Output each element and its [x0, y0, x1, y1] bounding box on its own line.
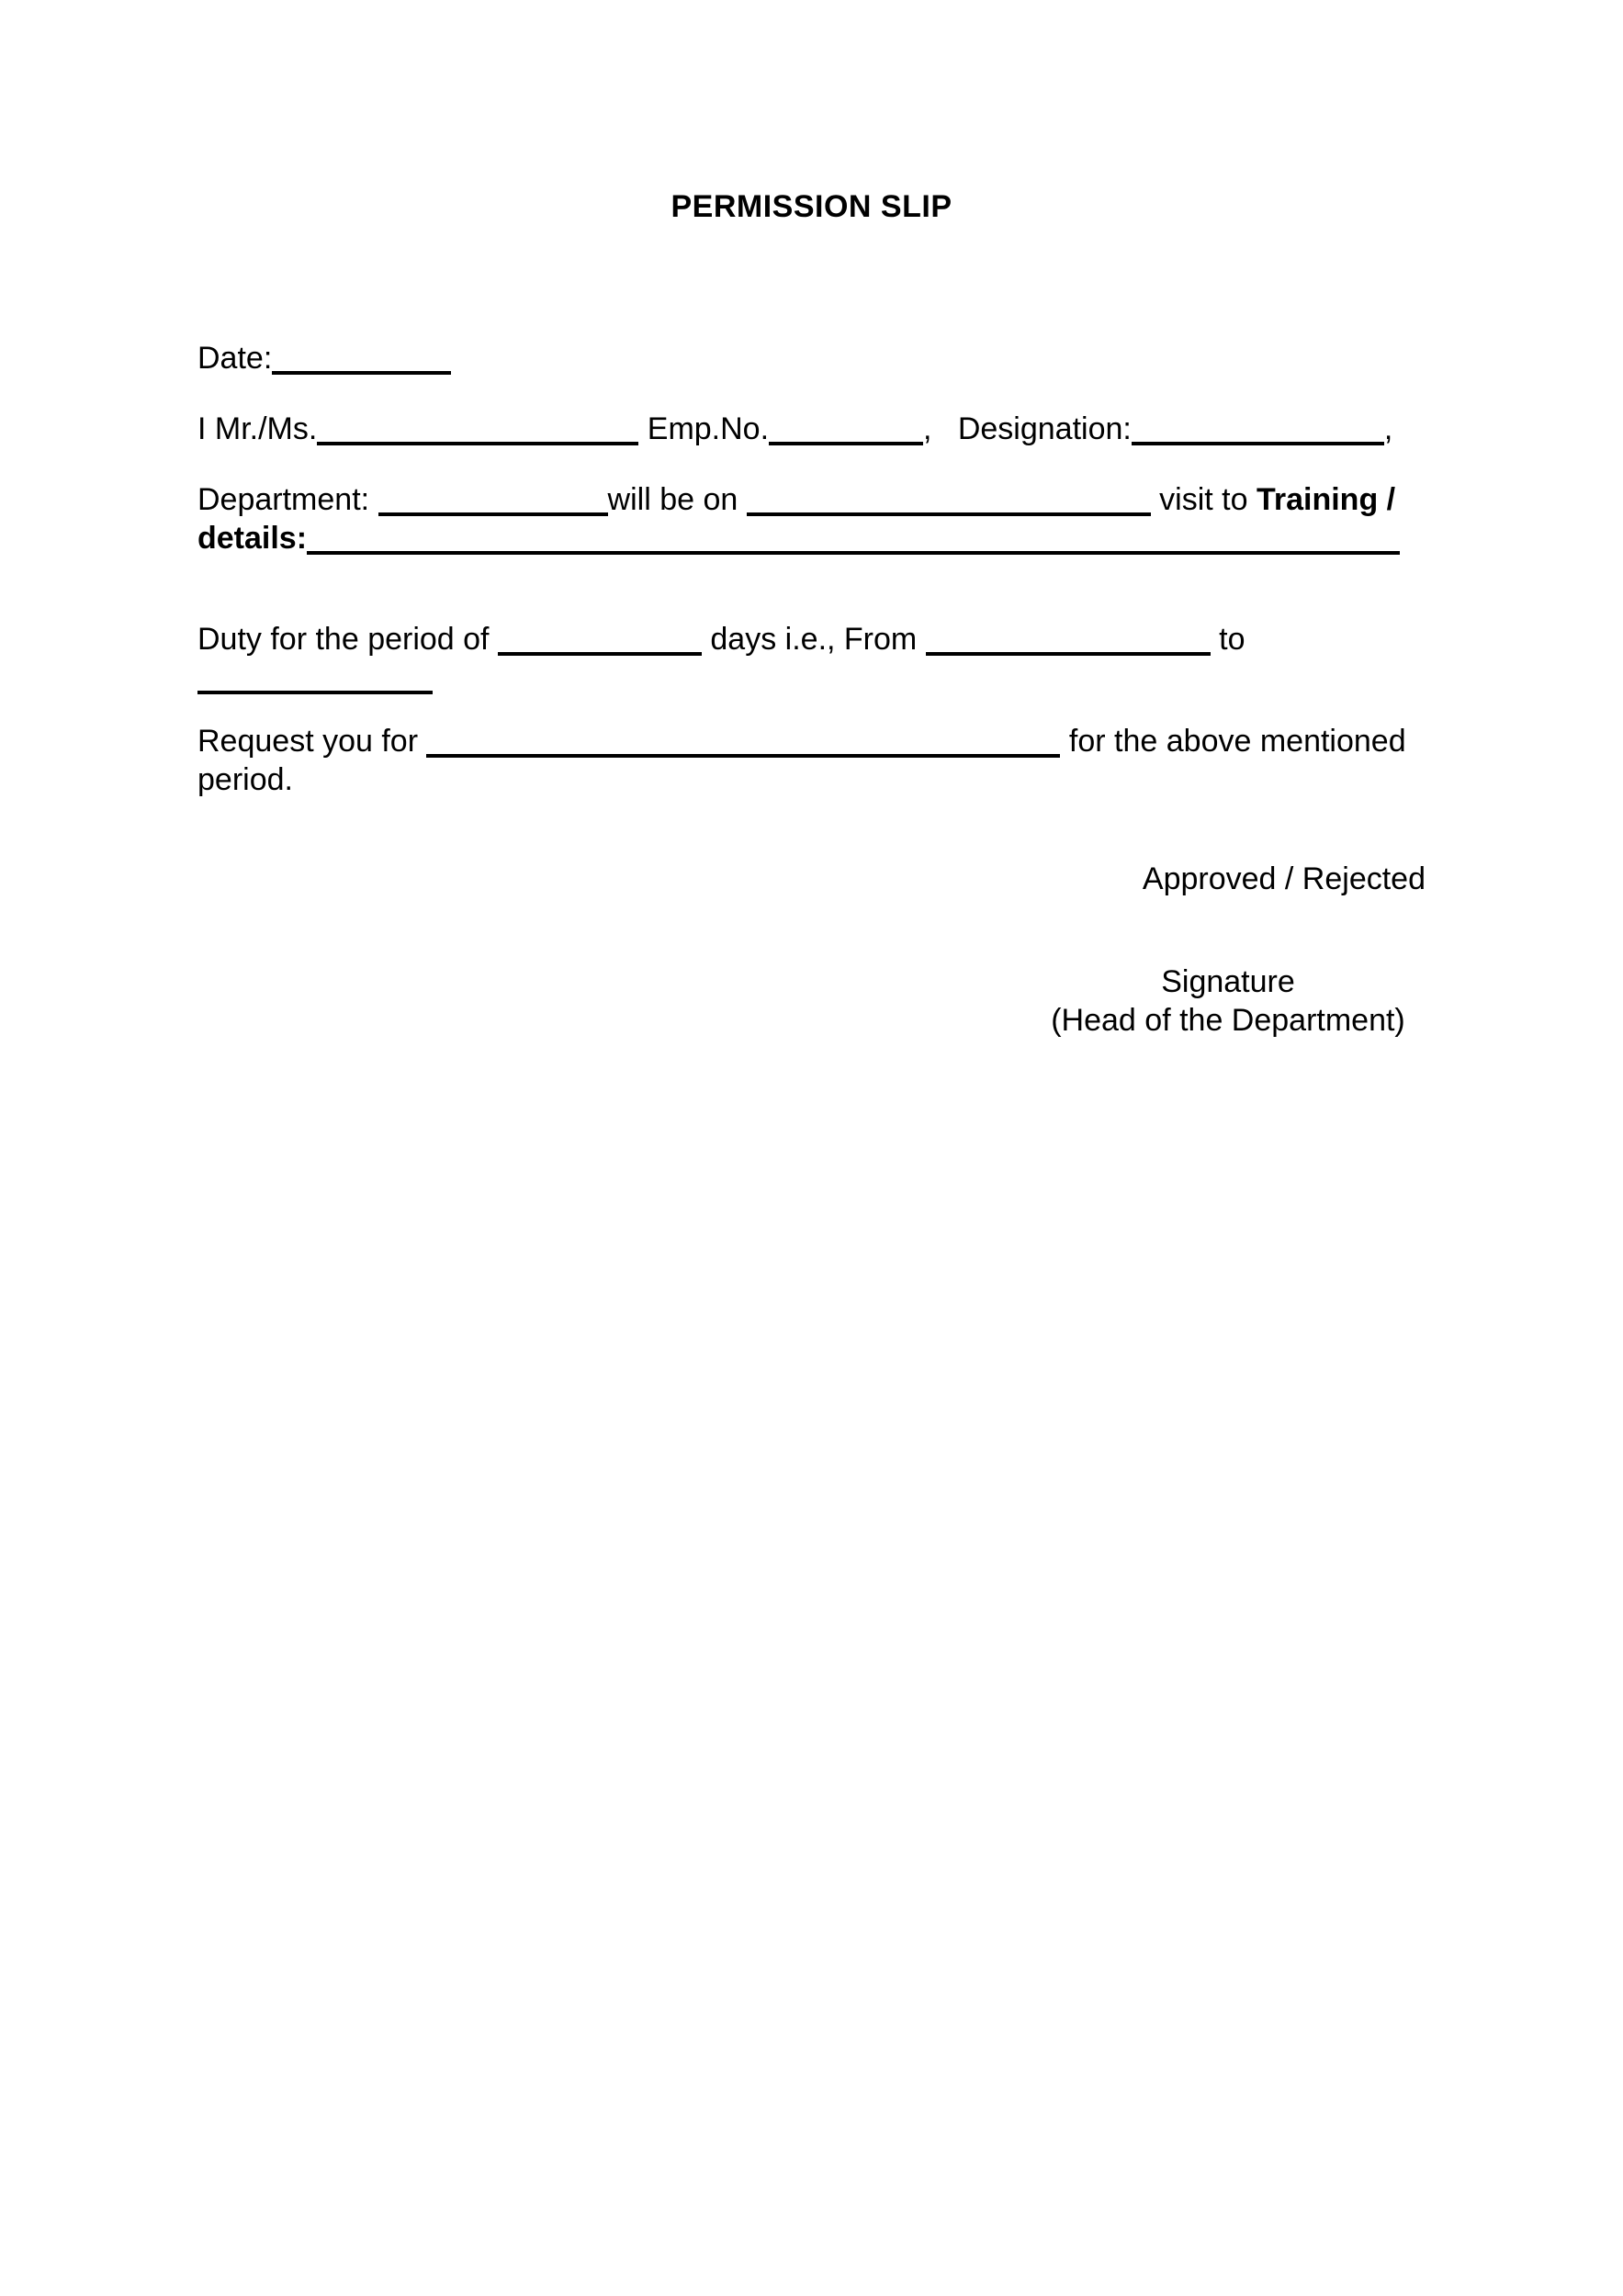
emp-no-label: Emp.No. [638, 411, 770, 446]
trailing-comma: , [1383, 411, 1393, 446]
document-content [0, 0, 1623, 1040]
request-line-1 [197, 722, 1426, 760]
duty-period-label: Duty for the period of [197, 622, 498, 657]
details-label: details: [197, 521, 308, 556]
date-line [197, 339, 1426, 377]
duty-line-2 [197, 658, 1426, 697]
will-be-on-blank [747, 512, 1151, 516]
employee-intro-line [197, 410, 1426, 448]
department-blank [378, 512, 608, 516]
department-line-1 [197, 480, 1426, 519]
to-date-blank [197, 691, 433, 694]
department-label: Department: [197, 482, 378, 517]
department-line-2 [197, 519, 1426, 557]
will-be-on-label: will be on [607, 482, 747, 517]
name-label: I Mr./Ms. [197, 411, 318, 446]
department-paragraph [197, 480, 1426, 557]
request-paragraph [197, 722, 1426, 799]
emp-no-blank [769, 442, 923, 445]
duty-paragraph [197, 620, 1426, 697]
request-label: Request you for [197, 724, 427, 759]
period-label: period. [197, 762, 293, 797]
details-blank [307, 551, 1400, 555]
date-label: Date: [197, 341, 273, 376]
from-date-blank [926, 652, 1211, 656]
signature-role: (Head of the Department) [1051, 1003, 1405, 1038]
request-blank [426, 754, 1060, 758]
above-mentioned-label: for the above mentioned [1060, 724, 1406, 759]
training-label: Training / [1256, 482, 1396, 517]
date-blank [272, 371, 451, 375]
designation-label: , Designation: [923, 411, 1132, 446]
visit-to-label: visit to [1150, 482, 1257, 517]
to-label: to [1210, 622, 1245, 657]
page-title: PERMISSION SLIP [671, 189, 952, 224]
days-from-label: days i.e., From [701, 622, 926, 657]
approval-status-text: Approved / Rejected [1142, 861, 1426, 896]
signature-label: Signature [1161, 964, 1295, 999]
signature-block [1031, 962, 1426, 1040]
period-days-blank [498, 652, 702, 656]
designation-blank [1132, 442, 1384, 445]
name-blank [317, 442, 638, 445]
request-line-2 [197, 760, 1426, 799]
duty-line-1 [197, 620, 1426, 658]
